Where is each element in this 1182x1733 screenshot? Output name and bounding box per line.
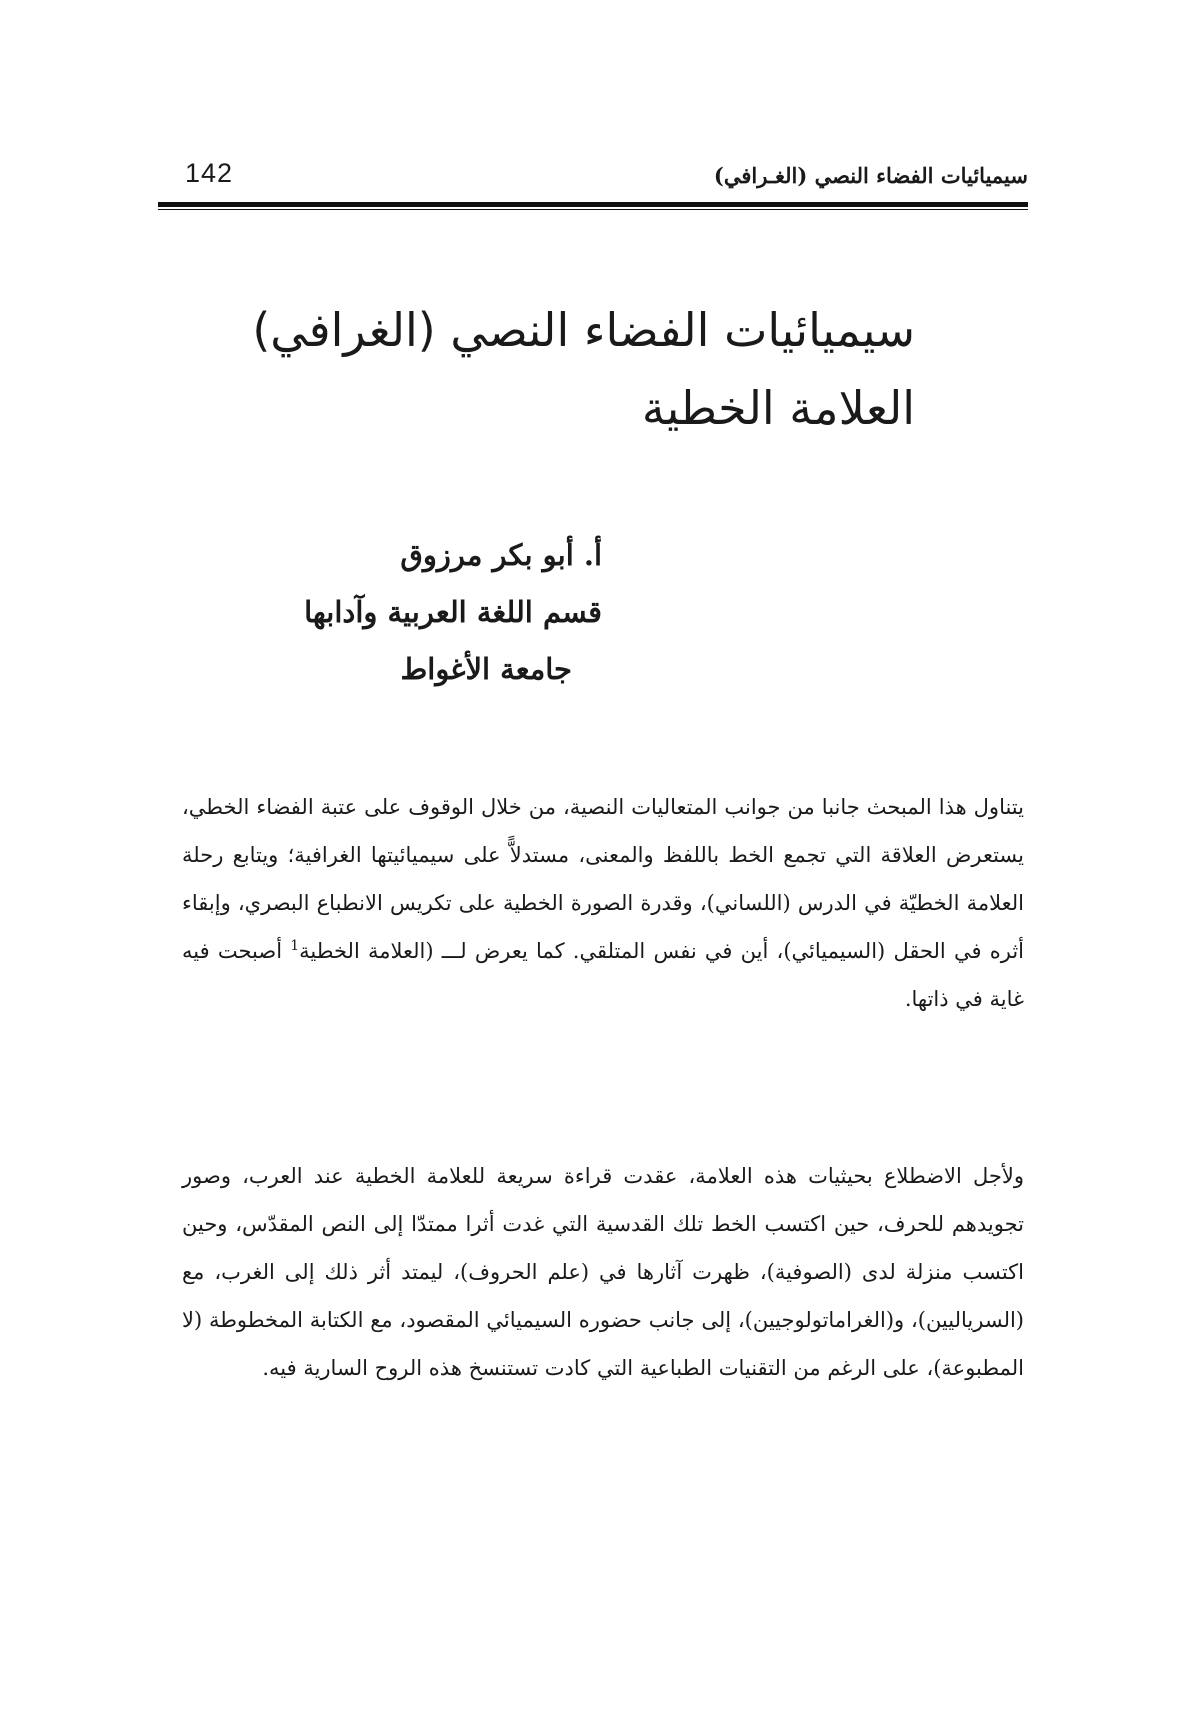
author-department: قسم اللغة العربية وآدابها	[304, 595, 602, 629]
article-title: سيميائيات الفضاء النصي (الغرافي) العلامة الخطية	[252, 303, 915, 435]
page-number: 142	[185, 158, 234, 188]
running-head: سيميائيات الفضاء النصي (الغـرافي)	[713, 163, 1028, 188]
footnote-marker: 1	[290, 938, 300, 954]
author-university: جامعة الأغواط	[400, 652, 572, 686]
paragraph-1-ending: أصبحت فيه غاية في ذاتها.	[182, 939, 1024, 1011]
abstract-paragraph-1	[182, 783, 1024, 1023]
author-name: أ. أبو بكر مرزوق	[400, 538, 602, 572]
abstract-paragraph-2: ولأجل الاضطلاع بحيثيات هذه العلامة، عقدت قراءة سريعة للعلامة الخطية عند العرب، وصور تجويدهم للحرف، حين اكتسب الخط تلك القدسية التي غدت أثرا ممتدّا إلى النص المقدّس، وحين اكتسب منزلة لدى (الصوفية)، ظهرت آثارها في (علم الحروف)، ليمتد أثر ذلك إلى الغرب، مع (السرياليين)، و(الغراماتولوجيين)، إلى جانب حضوره السيميائي المقصود، مع الكتابة المخطوطة (لا المطبوعة)، على الرغم من التقنيات الطباعية التي كادت تستنسخ هذه الروح السارية فيه.	[182, 1164, 1024, 1380]
header-rule-thin	[158, 209, 1028, 210]
header-rule-thick	[158, 202, 1028, 207]
author-block	[304, 527, 602, 698]
paragraph-1-text: يتناول هذا المبحث جانبا من جوانب المتعاليات النصية، من خلال الوقوف على عتبة الفضاء الخطي، يستعرض العلاقة التي تجمع الخط باللفظ والمعنى، مستدلاًّ على سيميائيتها الغرافية؛ ويتابع رحلة العلامة الخطيّة في الدرس (اللساني)، وقدرة الصورة الخطية على تكريس الانطباع البصري، وإبقاء أثره في الحقل (السيميائي)، أين في نفس المتلقي. كما يعرض لـــ (العلامة الخطية	[182, 795, 1024, 963]
